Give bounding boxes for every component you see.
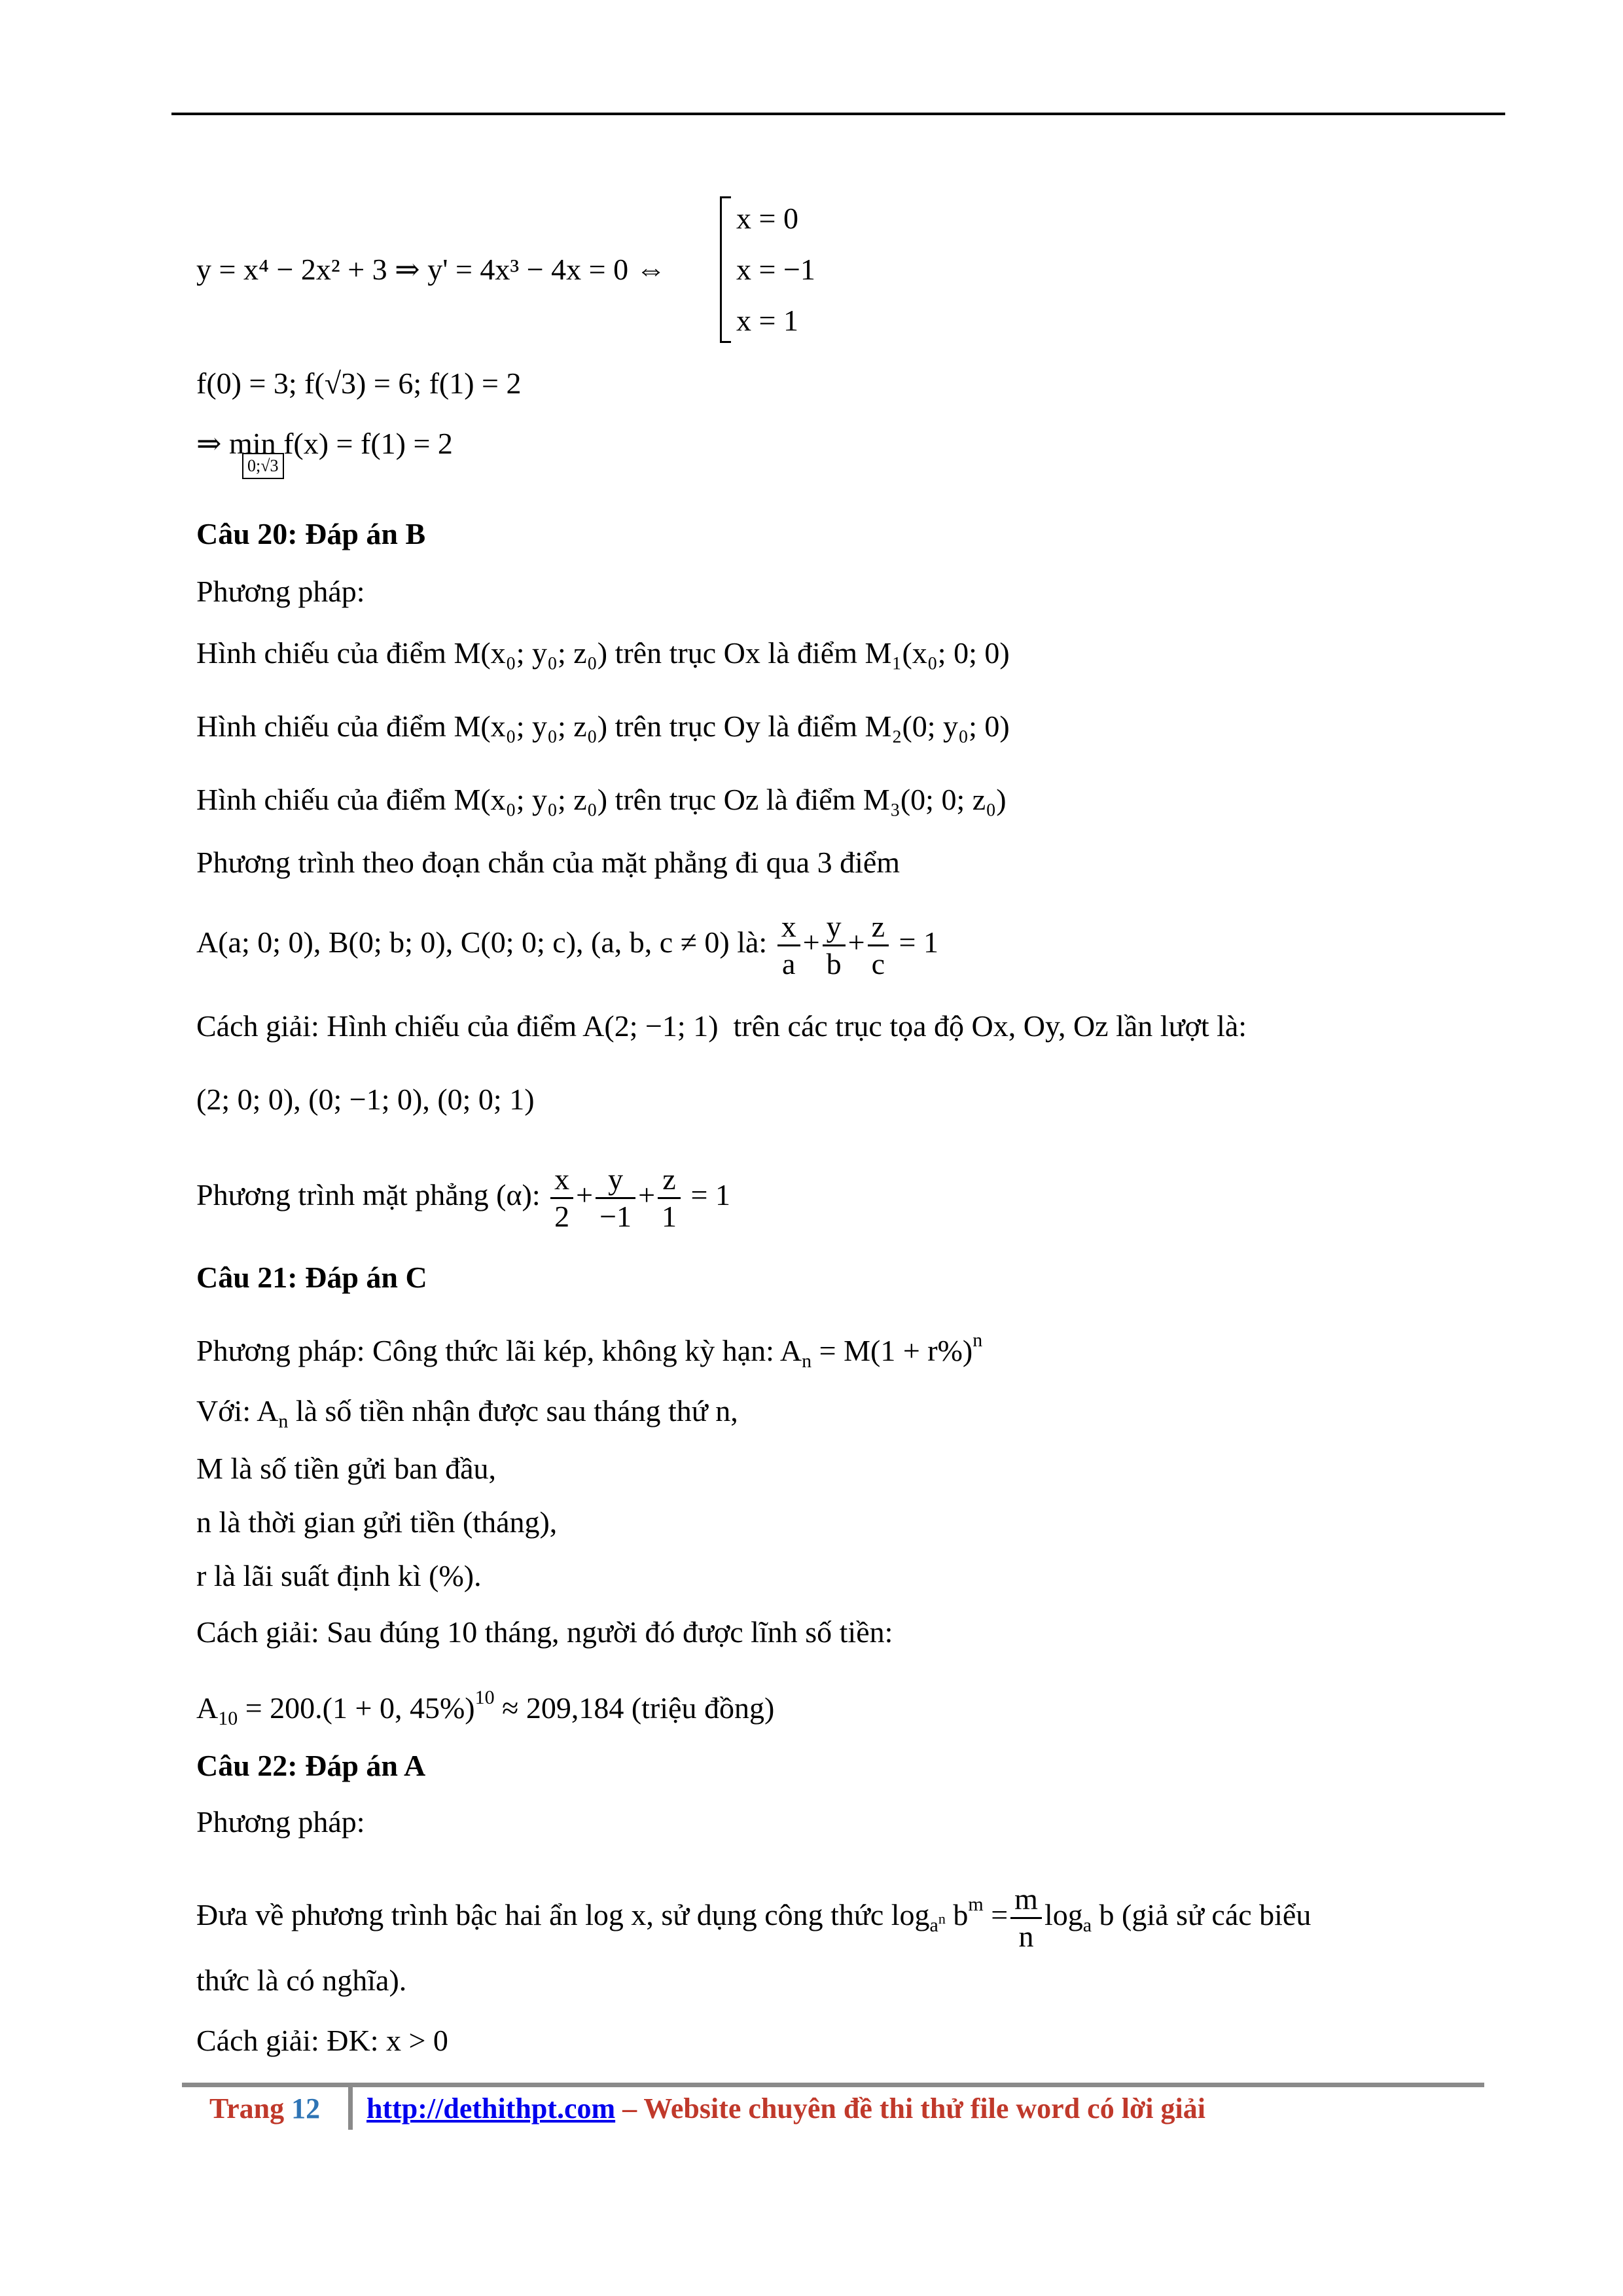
plane-rhs: = 1 (690, 1178, 730, 1211)
projection-mid: trên trục Oz là điểm (615, 783, 856, 816)
fraction-x-a: $\frac{x}{a}$ (777, 909, 800, 982)
fraction-z-1: $\frac{z}{1}$ (658, 1162, 681, 1234)
solution-cases (720, 196, 827, 343)
with-rest: là số tiền nhận được sau tháng thứ n, (295, 1394, 738, 1427)
projection-text: Hình chiếu của điểm (196, 709, 446, 743)
fraction-y-b: $\frac{y}{b}$ (823, 909, 846, 982)
question-20-heading: Câu 20: Đáp án B (196, 517, 426, 550)
point-m: M(x₀; y₀; z₀) (454, 636, 608, 670)
var-an: $A_n$ (257, 1394, 289, 1432)
compound-formula: $A_n = M(1 + r\%)^n$ (779, 1329, 983, 1372)
case-item: x = 1 (736, 304, 798, 337)
point-m3: M₃(0; 0; z₀) (863, 783, 1007, 816)
function-values: f(0) = 3; f(√3) = 6; f(1) = 2 (196, 367, 522, 400)
projection-oz (196, 781, 1007, 818)
point-a: A(2; −1; 1) (582, 1009, 719, 1043)
website-tagline: – Website chuyên đề thi thử file word có lời giải (615, 2092, 1205, 2125)
fraction-x-2: $\frac{x}{2}$ (550, 1162, 573, 1234)
intercept-formula: A(a; 0; 0), B(0; b; 0), C(0; 0; c), (a, b, c ≠ 0) là: $\frac{x}{a}$ + $\frac{y}{b}$ + $\frac{z}{c}$ = 1 (196, 909, 938, 980)
solution-rest: trên các trục tọa độ Ox, Oy, Oz lần lượt là: (733, 1009, 1247, 1043)
point-m: M(x₀; y₀; z₀) (454, 709, 608, 743)
condition: Cách giải: ĐK: x > 0 (196, 2024, 448, 2057)
with-prefix: Với: (196, 1394, 251, 1427)
fraction-z-c: $\frac{z}{c}$ (868, 909, 889, 982)
projection-mid: trên trục Oy là điểm (615, 709, 858, 743)
solution-text: Cách giải: Hình chiếu của điểm (196, 1009, 577, 1043)
footer-website (366, 2092, 1205, 2126)
page-number-value: 12 (291, 2092, 321, 2125)
page-number (209, 2092, 320, 2126)
intercept-is: là: (737, 925, 768, 959)
solution-projection (196, 1008, 1247, 1045)
question-21-heading: Câu 21: Đáp án C (196, 1261, 427, 1294)
intercept-rhs: = 1 (899, 925, 938, 959)
point-m2: M₂(0; y₀; 0) (865, 709, 1010, 743)
compound-interest-method (196, 1322, 982, 1380)
fraction-y-neg1: $\frac{y}{-1}$ (596, 1162, 635, 1234)
point-m1: M₁(x₀; 0; 0) (865, 636, 1010, 670)
min-value: ⇒ min f(x) = f(1) = 2 (196, 427, 453, 460)
projection-text: Hình chiếu của điểm (196, 783, 446, 816)
log-method (196, 1865, 1311, 1965)
fraction-m-n: $\frac{m}{n}$ (1010, 1882, 1042, 1954)
case-item: x = 0 (736, 202, 798, 235)
projection-oy (196, 708, 1010, 745)
min-interval: 0;√3 (242, 453, 284, 479)
solution-text: Cách giải: Sau đúng 10 tháng, người đó được lĩnh số tiền: (196, 1615, 893, 1649)
method-label: Phương pháp: (196, 1805, 365, 1839)
derivative-equation: y = x⁴ − 2x² + 3 ⇒ y' = 4x³ − 4x = 0 ⇔ (196, 253, 666, 286)
plane-equation: Phương trình mặt phẳng (α): $\frac{x}{2}$ + $\frac{y}{-1}$ + $\frac{z}{1}$ = 1 (196, 1162, 730, 1233)
log-formula: $\log_{a^n} b^m$ = $\frac{m}{n}$ $\log_a b$ (891, 1882, 1115, 1953)
question-22-heading: Câu 22: Đáp án A (196, 1749, 426, 1782)
projection-mid: trên trục Ox là điểm (615, 636, 858, 670)
intercept-intro: Phương trình theo đoạn chắn của mặt phẳng đi qua 3 điểm (196, 846, 901, 879)
compound-result: $A_{10} = 200.(1 + 0$, 45%)$^{10}$ ≈ 209,184 (triệu đồng) (196, 1687, 775, 1729)
projection-text: Hình chiếu của điểm (196, 636, 446, 670)
page-label: Trang (209, 2092, 285, 2125)
intro-text: Đưa về phương trình bậc hai ẩn (196, 1898, 578, 1931)
variable-r: r là lãi suất định kì (%). (196, 1559, 482, 1592)
footer-rule (182, 2083, 1484, 2087)
projection-ox (196, 635, 1010, 672)
intro-continuation: thức là có nghĩa). (196, 1964, 407, 1997)
intro-text: (giả sử các biểu (1122, 1898, 1311, 1931)
variable-n: n là thời gian gửi tiền (tháng), (196, 1505, 558, 1539)
point-m: M(x₀; y₀; z₀) (454, 783, 608, 816)
footer-divider (348, 2085, 353, 2130)
plane-text: Phương trình mặt phẳng (196, 1178, 489, 1211)
website-link[interactable]: http://dethithpt.com (366, 2092, 616, 2125)
variable-an (196, 1393, 738, 1440)
plane-name: (α): (496, 1178, 541, 1211)
log-x: log x, (585, 1898, 654, 1931)
case-item: x = −1 (736, 253, 815, 286)
header-rule (171, 113, 1505, 115)
method-text: Phương pháp: Công thức lãi kép, không kỳ hạn: (196, 1334, 774, 1367)
method-label: Phương pháp: (196, 575, 365, 608)
intro-text: sử dụng công thức (661, 1898, 884, 1931)
intercept-points: A(a; 0; 0), B(0; b; 0), C(0; 0; c), (a, b, c ≠ 0) (196, 925, 730, 959)
variable-m: M là số tiền gửi ban đầu, (196, 1452, 497, 1485)
projection-points: (2; 0; 0), (0; −1; 0), (0; 0; 1) (196, 1083, 535, 1116)
